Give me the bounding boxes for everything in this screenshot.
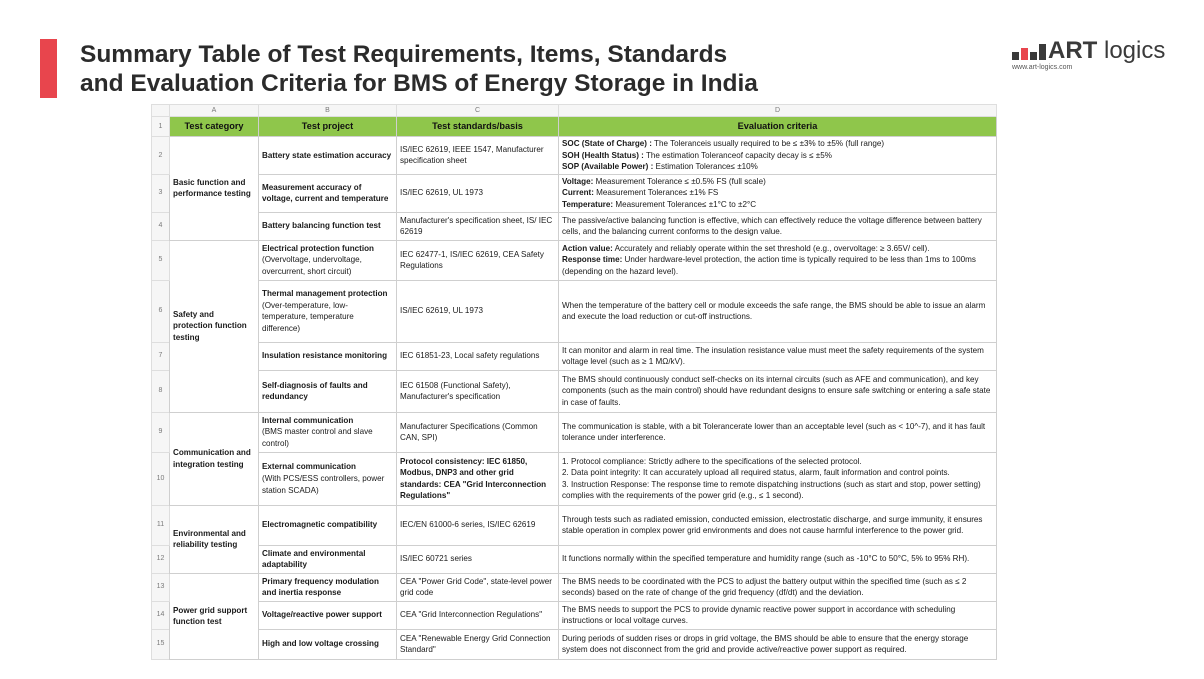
criteria-cell: Through tests such as radiated emission, conducted emission, electrostatic discharge, and surge immunity, it ensures stable operation in complex power grid environments and does not cause harmful interference to the power grid.: [559, 505, 997, 545]
criteria-cell: The BMS needs to support the PCS to provide dynamic reactive power support in accordance with scheduling instructions or local voltage curves.: [559, 601, 997, 629]
criteria-cell: It functions normally within the specified temperature and humidity range (such as -10°C to 50°C, 5% to 95% RH).: [559, 545, 997, 573]
column-letter-row: [152, 105, 997, 117]
project-cell: Internal communication (BMS master control and slave control): [259, 412, 397, 452]
standard-cell: Manufacturer Specifications (Common CAN, SPI): [397, 412, 559, 452]
table-row: [152, 505, 997, 545]
logo-brand-bold: ART: [1048, 37, 1098, 64]
standard-cell: IS/IEC 62619, IEEE 1547, Manufacturer specification sheet: [397, 137, 559, 175]
table-row: [152, 174, 997, 212]
row-number[interactable]: 13: [152, 573, 170, 601]
category-cell: Power grid support function test: [170, 573, 259, 659]
art-logics-logo: [1010, 38, 1170, 74]
criteria-cell: Voltage: Measurement Tolerance ≤ ±0.5% FS (full scale) Current: Measurement Tolerance≤ ±1% FS Temperature: Measurement Tolerance≤ ±1°C to ±2°C: [559, 174, 997, 212]
slide-title: [80, 40, 758, 98]
project-cell: Self-diagnosis of faults and redundancy: [259, 370, 397, 412]
row-number[interactable]: 15: [152, 629, 170, 659]
corner-cell[interactable]: [152, 105, 170, 117]
standard-cell: IS/IEC 62619, UL 1973: [397, 174, 559, 212]
table-row: [152, 601, 997, 629]
criteria-cell: During periods of sudden rises or drops in grid voltage, the BMS should be able to ensure that the energy storage system does not disconnect from the grid and provide active/reactive power support as required.: [559, 629, 997, 659]
row-number[interactable]: 1: [152, 117, 170, 137]
standard-cell: Manufacturer's specification sheet, IS/ IEC 62619: [397, 212, 559, 240]
project-cell: Battery balancing function test: [259, 212, 397, 240]
table-row: [152, 342, 997, 370]
criteria-cell: The BMS should continuously conduct self-checks on its internal circuits (such as AFE and communication), and key components (such as the main control) should have redundant designs to ensure safe switching or entering a safe state in case of faults.: [559, 370, 997, 412]
table-row: [152, 212, 997, 240]
project-cell: Voltage/reactive power support: [259, 601, 397, 629]
criteria-cell: 1. Protocol compliance: Strictly adhere to the specifications of the selected protocol. 2. Data point integrity: It can accurately upload all required status, alarm, fault information and control points. 3. Instruction Response: The response time to remote dispatching instructions (such as start and stop, power setting) complies with the requirements of the power grid (e.g., ≤ 1 second).: [559, 452, 997, 505]
logo-brand-light: logics: [1104, 37, 1166, 64]
project-cell: Electrical protection function (Overvoltage, undervoltage, overcurrent, short circuit): [259, 240, 397, 280]
standard-cell: CEA "Power Grid Code", state-level power grid code: [397, 573, 559, 601]
category-cell: Communication and integration testing: [170, 412, 259, 505]
header-row: [152, 117, 997, 137]
slide-title-line-1: Summary Table of Test Requirements, Items, Standards: [80, 41, 728, 68]
spreadsheet: [151, 104, 996, 666]
row-number[interactable]: 8: [152, 370, 170, 412]
standard-cell: CEA "Grid Interconnection Regulations": [397, 601, 559, 629]
row-number[interactable]: 3: [152, 174, 170, 212]
criteria-cell: Action value: Accurately and reliably operate within the set threshold (e.g., overvoltage: ≥ 3.65V/ cell). Response time: Under hardware-level protection, the action time is typically required to be less than 1ms to 100ms (depending on the hazard level).: [559, 240, 997, 280]
header-test-category: Test category: [170, 117, 259, 137]
column-letter[interactable]: A: [170, 105, 259, 117]
column-letter[interactable]: D: [559, 105, 997, 117]
header-test-project: Test project: [259, 117, 397, 137]
row-number[interactable]: 6: [152, 280, 170, 342]
header-evaluation-criteria: Evaluation criteria: [559, 117, 997, 137]
project-cell: Battery state estimation accuracy: [259, 137, 397, 175]
table-row: [152, 573, 997, 601]
criteria-cell: It can monitor and alarm in real time. The insulation resistance value must meet the safety requirements of the system voltage level (such as ≥ 1 MΩ/kV).: [559, 342, 997, 370]
logo-mark-icon: [1012, 44, 1048, 60]
category-cell: Basic function and performance testing: [170, 137, 259, 241]
project-cell: Primary frequency modulation and inertia response: [259, 573, 397, 601]
project-cell: Insulation resistance monitoring: [259, 342, 397, 370]
table-row: [152, 412, 997, 452]
standard-cell: IS/IEC 60721 series: [397, 545, 559, 573]
standard-cell: IEC/EN 61000-6 series, IS/IEC 62619: [397, 505, 559, 545]
project-cell: Thermal management protection (Over-temperature, low-temperature, temperature difference): [259, 280, 397, 342]
table-row: [152, 280, 997, 342]
slide-title-line-2: and Evaluation Criteria for BMS of Energy Storage in India: [80, 70, 758, 97]
logo-wordmark: [1048, 38, 1165, 64]
project-cell: Electromagnetic compatibility: [259, 505, 397, 545]
category-cell: Environmental and reliability testing: [170, 505, 259, 573]
standard-cell: IEC 61851-23, Local safety regulations: [397, 342, 559, 370]
row-number[interactable]: 2: [152, 137, 170, 175]
title-accent-bar: [40, 39, 57, 98]
column-letter[interactable]: C: [397, 105, 559, 117]
row-number[interactable]: 5: [152, 240, 170, 280]
criteria-cell: SOC (State of Charge) : The Toleranceis usually required to be ≤ ±3% to ±5% (full range) SOH (Health Status) : The estimation Toleranceof capacity decay is ≤ ±5% SOP (Available Power) : Estimation Tolerance≤ ±10%: [559, 137, 997, 175]
criteria-cell: The BMS needs to be coordinated with the PCS to adjust the battery output within the specified time (such as ≤ 2 seconds) based on the rate of change of the grid frequency (df/dt) and the deviation.: [559, 573, 997, 601]
table-row: [152, 452, 997, 505]
table-row: [152, 545, 997, 573]
summary-table: [151, 104, 997, 660]
standard-cell: IEC 62477-1, IS/IEC 62619, CEA Safety Regulations: [397, 240, 559, 280]
row-number[interactable]: 12: [152, 545, 170, 573]
header-test-standards: Test standards/basis: [397, 117, 559, 137]
project-cell: Measurement accuracy of voltage, current and temperature: [259, 174, 397, 212]
row-number[interactable]: 9: [152, 412, 170, 452]
row-number[interactable]: 10: [152, 452, 170, 505]
row-number[interactable]: 11: [152, 505, 170, 545]
category-cell: Safety and protection function testing: [170, 240, 259, 412]
criteria-cell: The passive/active balancing function is effective, which can effectively reduce the voltage difference between battery cells, and the balancing current conforms to the design value.: [559, 212, 997, 240]
criteria-cell: When the temperature of the battery cell or module exceeds the safe range, the BMS should be able to issue an alarm and execute the load reduction or cut-off instructions.: [559, 280, 997, 342]
row-number[interactable]: 7: [152, 342, 170, 370]
standard-cell: CEA "Renewable Energy Grid Connection Standard": [397, 629, 559, 659]
project-cell: External communication (With PCS/ESS controllers, power station SCADA): [259, 452, 397, 505]
criteria-cell: The communication is stable, with a bit Tolerancerate lower than an acceptable level (such as < 10^-7), and it has fault tolerance under interference.: [559, 412, 997, 452]
standard-cell: IS/IEC 62619, UL 1973: [397, 280, 559, 342]
standard-cell: Protocol consistency: IEC 61850, Modbus, DNP3 and other grid standards: CEA "Grid Interconnection Regulations": [397, 452, 559, 505]
table-row: [152, 240, 997, 280]
standard-cell: IEC 61508 (Functional Safety), Manufacturer's specification: [397, 370, 559, 412]
table-row: [152, 137, 997, 175]
row-number[interactable]: 4: [152, 212, 170, 240]
project-cell: High and low voltage crossing: [259, 629, 397, 659]
table-row: [152, 629, 997, 659]
column-letter[interactable]: B: [259, 105, 397, 117]
logo-url: www.art-logics.com: [1012, 64, 1073, 71]
table-row: [152, 370, 997, 412]
project-cell: Climate and environmental adaptability: [259, 545, 397, 573]
row-number[interactable]: 14: [152, 601, 170, 629]
